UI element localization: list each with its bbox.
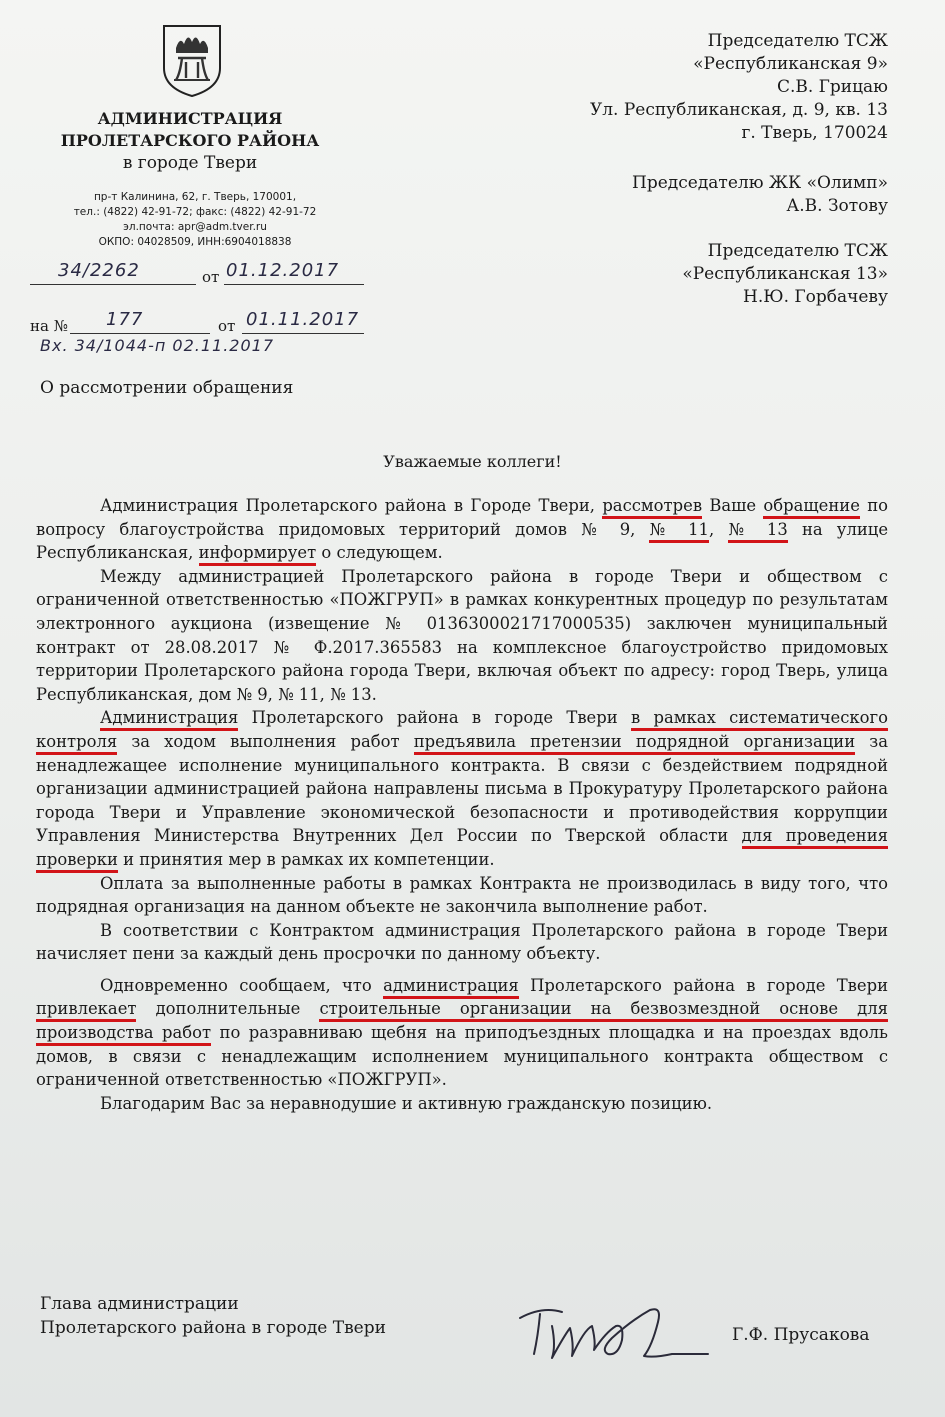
text-run: по вопросу благоустройства придомовых территорий домов № 9, <box>36 496 888 539</box>
addressee-1-line: Ул. Республиканская, д. 9, кв. 13 <box>589 100 888 120</box>
text-run: о следующем. <box>316 543 443 563</box>
reply-from-label: от <box>218 317 236 335</box>
registration-note-text: Вх. 34/1044-п 02.11.2017 <box>40 336 275 355</box>
text-run: за ненадлежащее исполнение муниципального контракта. В связи с бездействием подрядной организации администрацией района направлены письма в Прокуратуру Пролетарского района города Твери и Управление экономической безопасности и противодействия коррупции Управления Министерства Внутренних Дел России по Тверской области <box>36 731 888 846</box>
tver-crest-icon <box>160 22 224 98</box>
signatory-title-line1: Глава администрации <box>40 1294 239 1314</box>
highlighted-run: строительные организации на безвозмездной основе для производства работ <box>36 999 888 1046</box>
highlighted-run: № 11 <box>649 520 708 543</box>
highlighted-run: в рамках систематического контроля <box>36 708 888 755</box>
text-run: за ходом выполнения работ <box>117 731 414 751</box>
org-email: эл.почта: apr@adm.tver.ru <box>123 221 267 233</box>
text-run: на улице Республиканская, <box>36 519 889 563</box>
addressee-1-line: г. Тверь, 170024 <box>741 123 888 143</box>
highlighted-run: обращение <box>763 496 860 519</box>
text-run: по разравниваю щебня на приподъездных площадка и на проездах вдоль домов, в связи с ненадлежащим исполнением муниципального контракта обществом с ограниченной ответственностью «ПОЖГРУП». <box>36 1023 888 1090</box>
paragraph-6 <box>36 974 888 1092</box>
addressee-2-line: Председателю ЖК «Олимп» <box>632 173 888 193</box>
org-city: в городе Твери <box>122 153 258 173</box>
reply-date: 01.11.2017 <box>246 309 360 330</box>
registration-note <box>30 336 370 362</box>
text-run: Пролетарского района в городе Твери <box>238 708 631 728</box>
org-phones: тел.: (4822) 42-91-72; факс: (4822) 42-91-72 <box>73 206 317 218</box>
reply-number: 177 <box>106 309 144 330</box>
addressee-2-line: А.В. Зотову <box>786 196 888 216</box>
paragraph-4: Оплата за выполненные работы в рамках Контракта не производилась в виду того, что подрядная организация на данном объекте не закончила выполнение работ. <box>36 873 888 917</box>
signatory-title <box>40 1292 386 1340</box>
from-label: от <box>202 268 220 286</box>
addressee-1 <box>590 30 888 145</box>
signatory-title-line2: Пролетарского района в городе Твери <box>40 1318 386 1338</box>
paragraph-3 <box>36 706 888 871</box>
outgoing-reference <box>30 262 370 288</box>
incoming-reference <box>30 311 370 337</box>
text-run: Ваше <box>702 496 764 515</box>
org-line2: ПРОЛЕТАРСКОГО РАЙОНА <box>60 131 320 150</box>
highlighted-run: привлекает <box>36 999 136 1022</box>
signatory-name: Г.Ф. Прусакова <box>732 1325 870 1345</box>
text-run: Пролетарского района в городе Твери <box>518 975 889 995</box>
addressee-3-line: Председателю ТСЖ <box>707 241 888 261</box>
addressee-1-line: С.В. Грицаю <box>776 77 888 97</box>
addressee-3-line: Н.Ю. Горбачеву <box>743 287 888 307</box>
highlighted-run: Администрация <box>100 708 238 731</box>
addressee-3 <box>682 240 888 309</box>
paragraph-1 <box>36 494 888 565</box>
highlighted-run: информирует <box>199 543 317 566</box>
handwritten-signature-icon <box>512 1296 712 1376</box>
highlighted-run: рассмотрев <box>602 496 702 519</box>
addressee-1-line: «Республиканская 9» <box>693 54 888 74</box>
text-run: Администрация Пролетарского района в Городе Твери, <box>100 496 603 515</box>
org-address: пр-т Калинина, 62, г. Тверь, 170001, <box>93 191 297 203</box>
highlighted-run: предъявила претензии подрядной организации <box>414 732 855 755</box>
letter-body <box>36 494 888 1115</box>
highlighted-run: № 13 <box>728 520 787 543</box>
letter-subject: О рассмотрении обращения <box>40 378 294 398</box>
highlighted-run: администрация <box>383 976 519 999</box>
org-codes: ОКПО: 04028509, ИНН:6904018838 <box>98 236 292 248</box>
outgoing-date: 01.12.2017 <box>226 260 340 281</box>
outgoing-number: 34/2262 <box>58 260 140 281</box>
addressee-2 <box>632 172 888 218</box>
paragraph-7: Благодарим Вас за неравнодушие и активную гражданскую позицию. <box>100 1093 713 1113</box>
addressee-1-line: Председателю ТСЖ <box>707 31 888 51</box>
addressee-3-line: «Республиканская 13» <box>682 264 888 284</box>
org-name <box>40 108 340 152</box>
org-line1: АДМИНИСТРАЦИЯ <box>97 109 283 128</box>
text-run: Одновременно сообщаем, что <box>100 975 384 995</box>
text-run: и принятия мер в рамках их компетенции. <box>117 849 495 869</box>
in-reply-label: на № <box>30 317 68 335</box>
paragraph-5: В соответствии с Контрактом администрация Пролетарского района в городе Твери начисляет пени за каждый день просрочки по данному объекту. <box>36 920 888 964</box>
salutation: Уважаемые коллеги! <box>383 452 562 471</box>
text-run: дополнительные <box>136 999 320 1019</box>
highlighted-run: для проведения проверки <box>36 826 888 873</box>
paragraph-2: Между администрацией Пролетарского района в городе Твери и обществом с ограниченной ответственностью «ПОЖГРУП» в рамках конкурентных процедур по результатам электронного аукциона (извещение № 0136300021717000535) заключен муниципальный контракт от 28.08.2017 № Ф.2017.365583 на комплексное благоустройство придомовых территории Пролетарского района города Твери, включая объект по адресу: город Тверь, улица Республиканская, дом № 9, № 11, № 13. <box>36 566 888 704</box>
text-run: , <box>708 519 729 539</box>
org-contacts <box>60 190 330 250</box>
